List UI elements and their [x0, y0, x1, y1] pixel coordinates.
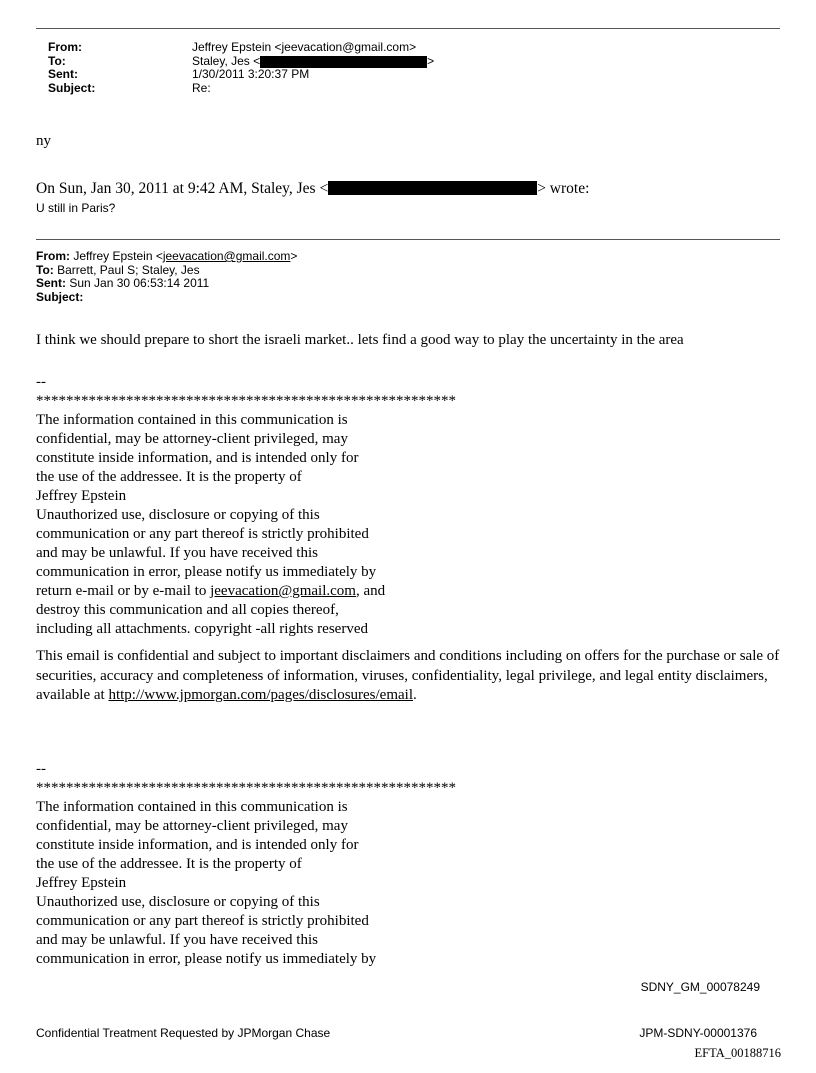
- to-label: To:: [36, 262, 54, 277]
- disclaimer-period: .: [413, 687, 417, 703]
- signature-line: and may be unlawful. If you have received this: [36, 931, 318, 948]
- sent-label: Sent:: [36, 276, 66, 290]
- bates-number-efta: EFTA_00188716: [694, 1046, 781, 1060]
- email-line-prefix: return e-mail or by e-mail to: [36, 583, 211, 599]
- quoted-reply-body: U still in Paris?: [36, 201, 116, 215]
- jpmorgan-disclosures-link[interactable]: http://www.jpmorgan.com/pages/disclosures/email: [108, 687, 414, 703]
- bates-number-sdny-gm: SDNY_GM_00078249: [640, 980, 760, 994]
- section-divider: [36, 239, 780, 240]
- header2-row-from: [36, 250, 780, 264]
- quote-suffix: > wrote:: [537, 180, 590, 197]
- signature-line: destroy this communication and all copies thereof,: [36, 602, 339, 618]
- signature-dashes: --: [36, 760, 46, 777]
- signature-line: communication or any part thereof is strictly prohibited: [36, 912, 369, 929]
- subject-value: Re:: [192, 80, 211, 95]
- email-line-suffix: , and: [355, 583, 386, 599]
- sent-value: Sun Jan 30 06:53:14 2011: [66, 276, 210, 290]
- email2-header: [36, 250, 780, 304]
- sent-value: 1/30/2011 3:20:37 PM: [192, 67, 310, 81]
- signature-line: Jeffrey Epstein: [36, 874, 127, 891]
- to-value-suffix: >: [427, 53, 435, 68]
- sent-label: Sent:: [48, 67, 78, 81]
- email1-header: [48, 41, 780, 95]
- signature-line: communication or any part thereof is strictly prohibited: [36, 526, 369, 542]
- signature-dashes: --: [36, 374, 46, 390]
- signature-line: The information contained in this communication is: [36, 798, 348, 815]
- signature-line: The information contained in this communication is: [36, 412, 348, 428]
- header-row-to: [48, 55, 780, 69]
- from-value-suffix: >: [290, 249, 298, 263]
- header2-row-sent: [36, 277, 780, 291]
- to-value: [192, 55, 434, 69]
- disclaimer-text: This email is confidential and subject to important disclaimers and conditions including on offers for the purchase or sale of securities, accuracy and completeness of information, viruses, confidentiality, legal privilege, and legal entity disclaimers, available at: [36, 648, 780, 703]
- header2-row-to: [36, 264, 780, 278]
- signature-email-line: [36, 582, 780, 601]
- quote-prefix: On Sun, Jan 30, 2011 at 9:42 AM, Staley, Jes <: [36, 180, 329, 197]
- to-value-prefix: Staley, Jes <: [192, 53, 261, 68]
- signature-asterisks: ********************************************************: [36, 393, 456, 409]
- redaction-box: [260, 56, 427, 68]
- header-row-from: [48, 41, 780, 55]
- from-value: Jeffrey Epstein <jeevacation@gmail.com>: [192, 40, 417, 54]
- signature-line: communication in error, please notify us immediately by: [36, 950, 377, 967]
- signature-email-link[interactable]: jeevacation@gmail.com: [210, 583, 356, 599]
- signature-line: Jeffrey Epstein: [36, 488, 127, 504]
- sender-email-link[interactable]: jeevacation@gmail.com: [162, 249, 291, 263]
- header-row-sent: [48, 68, 780, 82]
- signature-block: [36, 373, 780, 639]
- from-label: From:: [48, 40, 82, 54]
- redaction-box: [328, 181, 537, 195]
- subject-label: Subject:: [48, 80, 96, 95]
- from-value-prefix: Jeffrey Epstein <: [70, 249, 163, 263]
- header2-row-subject: [36, 291, 780, 305]
- signature-line: the use of the addressee. It is the property of: [36, 469, 302, 485]
- signature-line: constitute inside information, and is intended only for: [36, 450, 359, 466]
- to-label: To:: [48, 53, 66, 68]
- signature-line: Unauthorized use, disclosure or copying of this: [36, 893, 320, 910]
- header-row-subject: [48, 82, 780, 96]
- signature-line: the use of the addressee. It is the property of: [36, 855, 302, 872]
- signature-line: including all attachments. copyright -all rights reserved: [36, 621, 368, 637]
- signature-line: communication in error, please notify us immediately by: [36, 564, 377, 580]
- confidential-treatment-note: Confidential Treatment Requested by JPMorgan Chase: [36, 1026, 331, 1040]
- signature-block-repeat: [36, 760, 780, 969]
- signature-line: and may be unlawful. If you have received this: [36, 545, 318, 561]
- signature-line: Unauthorized use, disclosure or copying of this: [36, 507, 320, 523]
- signature-line: confidential, may be attorney-client privileged, may: [36, 431, 348, 447]
- top-divider: [36, 28, 780, 29]
- bates-number-jpm-sdny: JPM-SDNY-00001376: [639, 1026, 757, 1040]
- email2-body: I think we should prepare to short the israeli market.. lets find a good way to play the uncertainty in the area: [36, 332, 684, 348]
- signature-line: constitute inside information, and is intended only for: [36, 836, 359, 853]
- from-label: From:: [36, 249, 70, 263]
- signature-line: confidential, may be attorney-client privileged, may: [36, 817, 348, 834]
- email1-body: ny: [36, 133, 51, 149]
- signature-asterisks: ********************************************************: [36, 779, 456, 796]
- jpmorgan-disclaimer: [36, 647, 780, 706]
- subject-label: Subject:: [36, 289, 84, 304]
- to-value: Barrett, Paul S; Staley, Jes: [53, 262, 200, 277]
- quoted-reply-header: [36, 180, 780, 198]
